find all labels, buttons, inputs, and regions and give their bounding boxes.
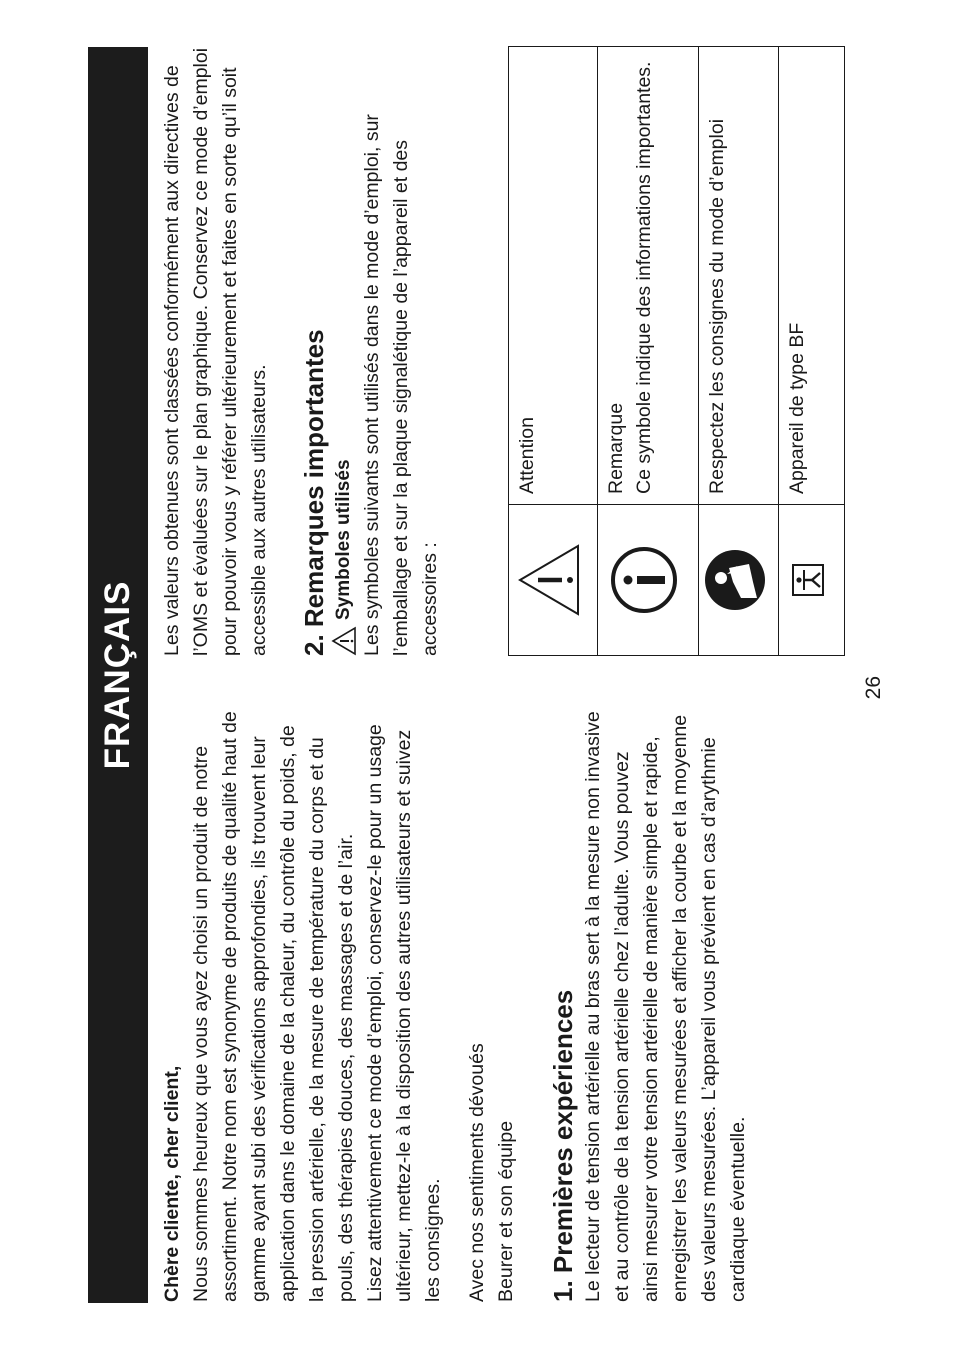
read-manual-icon — [703, 548, 767, 612]
right-column — [158, 46, 445, 656]
section-1-body: Le lecteur de tension artérielle au bras sert à la mesure non invasive et au contrôle de la tension artérielle chez l’adulte. Vous pouvez ainsi mesurer votre tension artérielle de manière simple et rapide, enregistrer les valeurs mesurées et afficher la courbe et la moyenne des valeurs mesurées. L’appareil vous prévient en cas d’arythmie cardiaque éventuelle. — [582, 711, 749, 1302]
symbol-label: Respectez les consignes du mode d’emploi — [706, 118, 728, 494]
symbol-description — [779, 47, 845, 505]
language-banner — [88, 47, 148, 1303]
section-1-heading: 1. Premières expériences — [548, 989, 578, 1302]
symbol-label: Remarque — [605, 402, 627, 494]
section-2-heading: 2. Remarques importantes — [299, 329, 329, 656]
symbol-label: Appareil de type BF — [786, 322, 808, 494]
type-bf-icon — [791, 563, 825, 597]
symbols-intro: Les symboles suivants sont utilisés dans le mode d’emploi, sur l’emballage et sur la plaque signalétique de l’appareil et des accessoires : — [361, 114, 441, 656]
signature-line: Beurer et son équipe — [495, 1120, 517, 1302]
left-column — [158, 710, 753, 1302]
info-icon — [609, 545, 679, 615]
symbol-description — [699, 47, 779, 505]
table-row — [699, 47, 779, 656]
page-number: 26 — [862, 676, 885, 700]
greeting: Chère cliente, cher client, — [161, 1065, 183, 1302]
warning-triangle-icon — [516, 542, 582, 618]
symbols-table — [508, 46, 845, 656]
symbols-heading — [330, 46, 358, 656]
table-row — [598, 47, 699, 656]
icon-cell — [509, 505, 598, 656]
symbol-description — [509, 47, 598, 505]
warning-small-icon — [331, 626, 357, 656]
results-paragraph: Les valeurs obtenues sont classées conformément aux directives de l’OMS et évaluées sur le plan graphique. Conservez ce mode d’emploi pour pouvoir vous y référer ultérieurement et faites en sorte qu’il soit accessible aux autres utilisateurs. — [161, 47, 270, 656]
closing-line: Avec nos sentiments dévoués — [466, 1043, 488, 1302]
symbol-label: Attention — [516, 417, 538, 494]
intro-paragraph: Nous sommes heureux que vous ayez choisi un produit de notre assortiment. Notre nom est synonyme de produits de qualité haut de gamme ayant subi des vérifications approfondies, ils trouvent leur application dans le domaine de la chaleur, du contrôle du poids, de la pression artérielle, de la mesure de température du corps et du pouls, des thérapies douces, des massages et de l’air. — [190, 711, 357, 1302]
icon-cell — [598, 505, 699, 656]
table-row — [509, 47, 598, 656]
symbol-description — [598, 47, 699, 505]
instructions-paragraph: Lisez attentivement ce mode d’emploi, conservez-le pour un usage ultérieur, mettez-le à la disposition des autres utilisateurs et suivez les consignes. — [364, 724, 444, 1302]
symbol-detail: Ce symbole indique des informations importantes. — [633, 61, 655, 494]
table-row — [779, 47, 845, 656]
icon-cell — [779, 505, 845, 656]
icon-cell — [699, 505, 779, 656]
symbols-heading-text: Symboles utilisés — [333, 459, 354, 620]
banner-title: FRANÇAIS — [98, 580, 137, 770]
